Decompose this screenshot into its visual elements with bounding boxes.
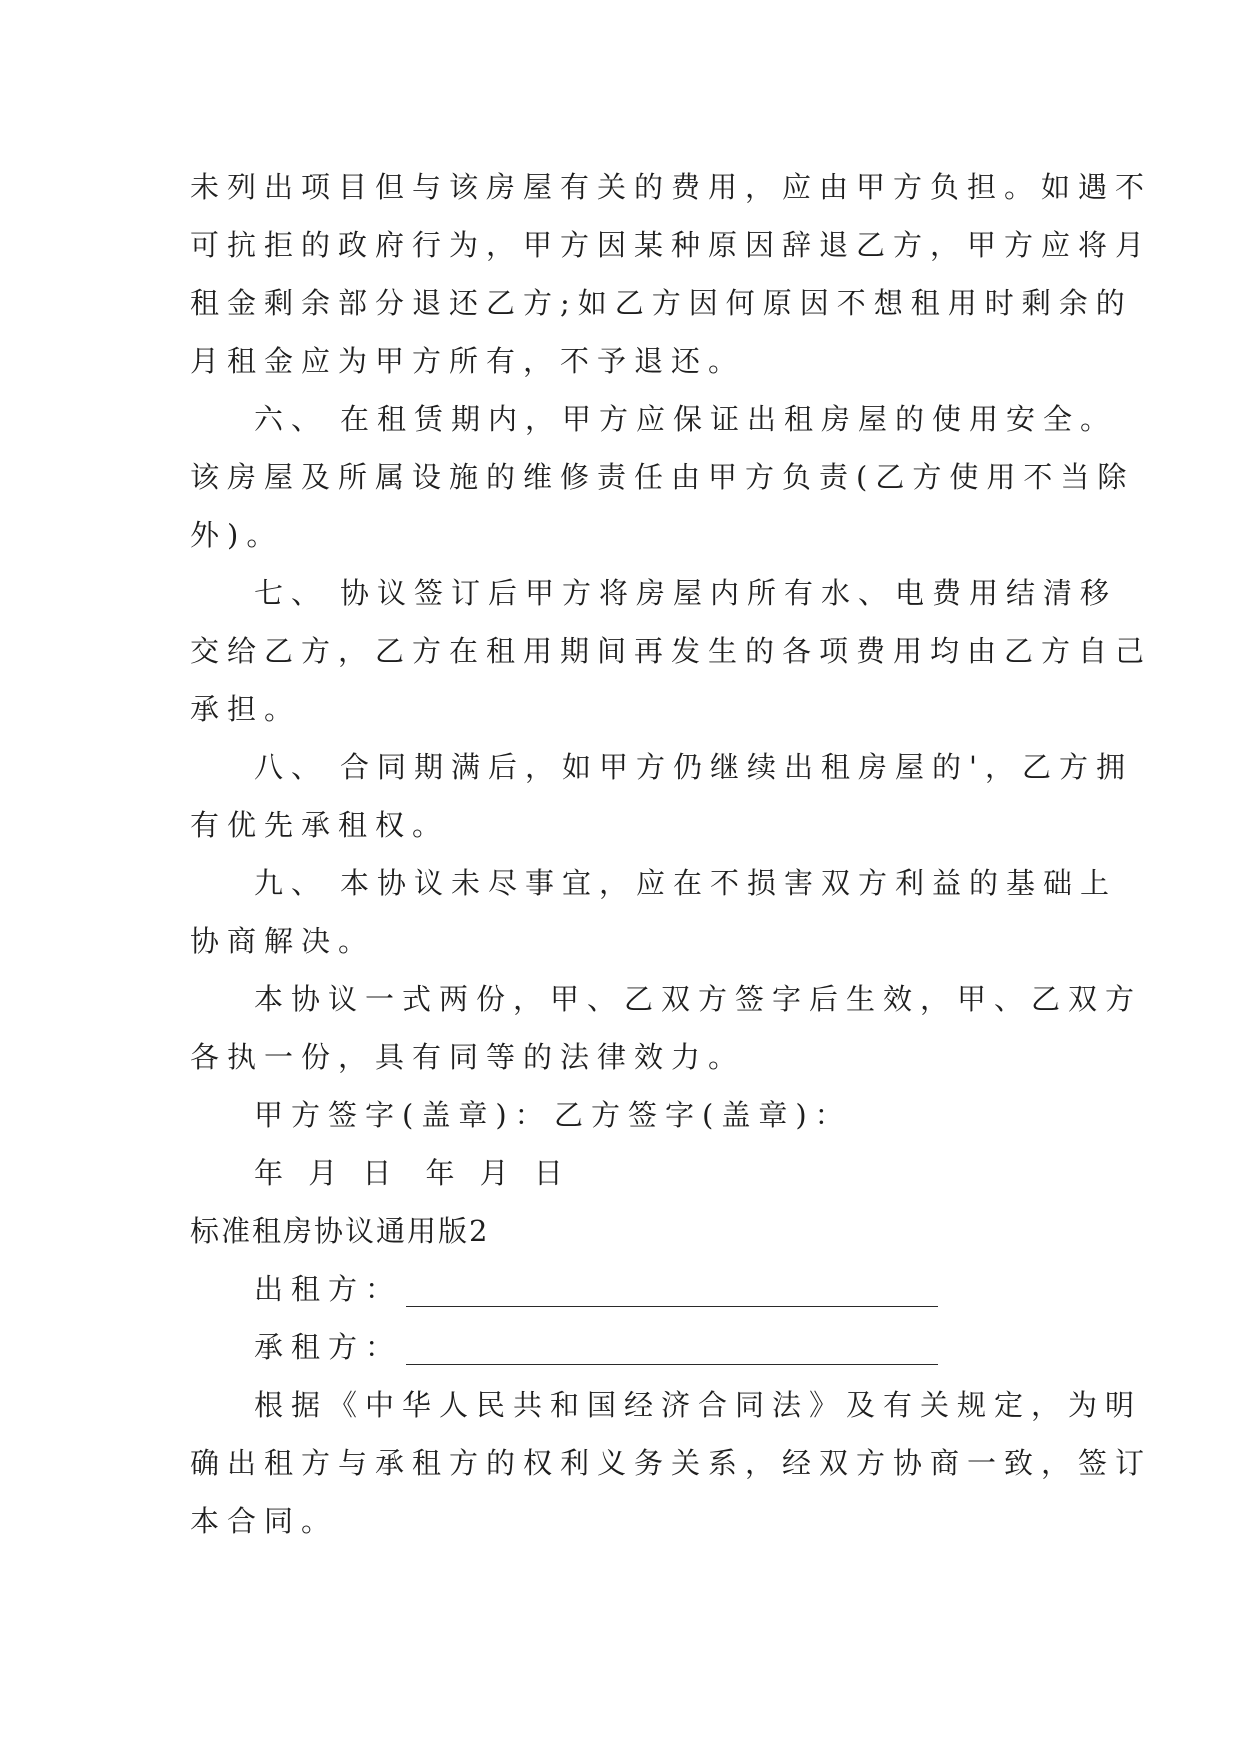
signature-row xyxy=(190,1086,1050,1144)
clause-seven-first-line xyxy=(190,564,1118,622)
paragraph-line: 该房屋及所属设施的维修责任由甲方负责(乙方使用不当除 xyxy=(190,460,1135,494)
clause-text: 合同期满后，如甲方仍继续出租房屋的'，乙方拥 xyxy=(340,750,1133,784)
clause-eight-first-line xyxy=(190,738,1133,796)
paragraph-line: 租金剩余部分退还乙方;如乙方因何原因不想租用时剩余的 xyxy=(190,286,1133,320)
paragraph-line: 本合同。 xyxy=(190,1504,339,1538)
section-title: 标准租房协议通用版2 xyxy=(190,1214,490,1248)
lessee-label: 承租方： xyxy=(254,1330,403,1364)
paragraph-line: 确出租方与承租方的权利义务关系，经双方协商一致，签订 xyxy=(190,1446,1153,1480)
lessor-blank-field[interactable] xyxy=(406,1272,938,1307)
paragraph-line: 可抗拒的政府行为，甲方因某种原因辞退乙方，甲方应将月 xyxy=(190,228,1153,262)
date-row xyxy=(190,1144,1050,1202)
lessee-blank-field[interactable] xyxy=(406,1330,938,1365)
paragraph-line: 月租金应为甲方所有，不予退还。 xyxy=(190,344,746,378)
paragraph-line: 交给乙方，乙方在租用期间再发生的各项费用均由乙方自己 xyxy=(190,634,1153,668)
paragraph-line: 承担。 xyxy=(190,692,302,726)
paragraph-line: 各执一份，具有同等的法律效力。 xyxy=(190,1040,746,1074)
closing-line: 本协议一式两份，甲、乙双方签字后生效，甲、乙双方 xyxy=(254,982,1143,1016)
clause-six-first-line xyxy=(190,390,1118,448)
clause-number: 七、 xyxy=(254,576,329,610)
clause-number: 九、 xyxy=(254,866,329,900)
party-a-date: 年 月 日 xyxy=(254,1156,400,1190)
paragraph-line: 协商解决。 xyxy=(190,924,376,958)
party-b-date: 年 月 日 xyxy=(425,1156,571,1190)
lessor-row xyxy=(190,1260,1050,1318)
clause-number: 八、 xyxy=(254,750,329,784)
clause-text: 协议签订后甲方将房屋内所有水、电费用结清移 xyxy=(340,576,1118,610)
lessee-row xyxy=(190,1318,1050,1376)
clause-number: 六、 xyxy=(254,402,329,436)
paragraph-line: 外)。 xyxy=(190,518,284,552)
lessor-label: 出租方： xyxy=(254,1272,403,1306)
paragraph-line: 未列出项目但与该房屋有关的费用，应由甲方负担。如遇不 xyxy=(190,170,1153,204)
clause-text: 在租赁期内，甲方应保证出租房屋的使用安全。 xyxy=(340,402,1118,436)
party-b-signature-label: 乙方签字(盖章)： xyxy=(554,1098,852,1132)
paragraph-line: 有优先承租权。 xyxy=(190,808,450,842)
party-a-signature-label: 甲方签字(盖章)： xyxy=(254,1098,552,1132)
clause-nine-first-line xyxy=(190,854,1118,912)
document-page xyxy=(190,158,1153,1550)
intro-line: 根据《中华人民共和国经济合同法》及有关规定，为明 xyxy=(254,1388,1143,1422)
clause-text: 本协议未尽事宜，应在不损害双方利益的基础上 xyxy=(340,866,1118,900)
